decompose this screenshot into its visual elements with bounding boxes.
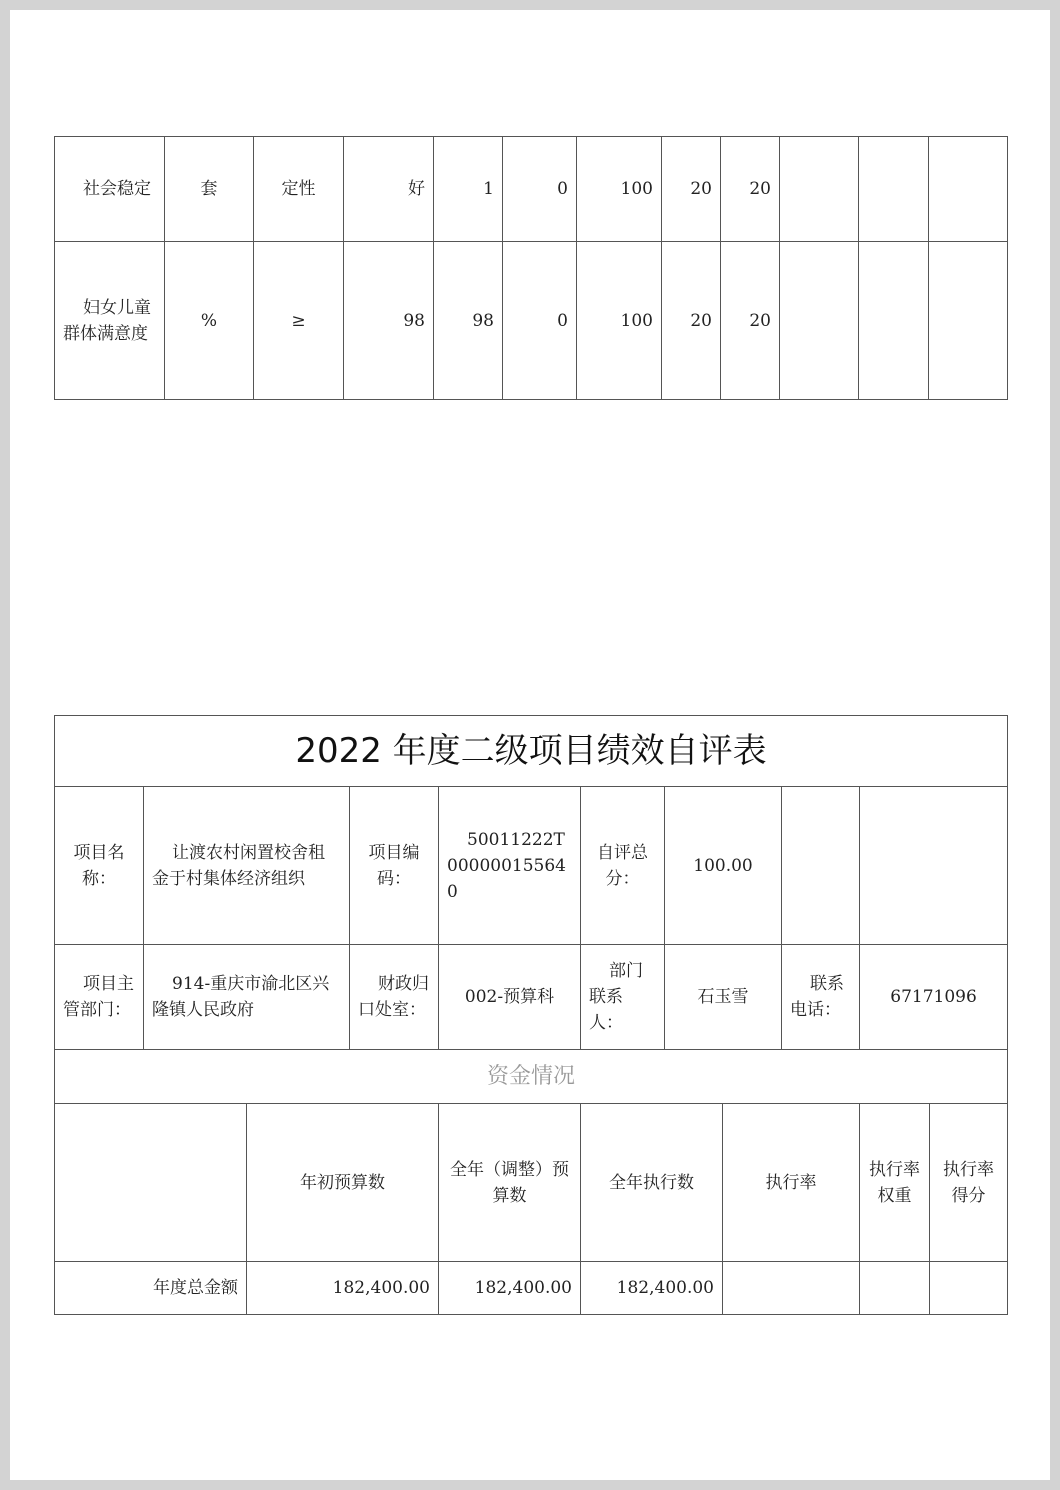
indicator-name: 妇女儿童群体满意度 xyxy=(55,242,165,400)
empty-cell xyxy=(859,242,929,400)
indicator-completion: 100 xyxy=(577,137,662,242)
page-title: 2022 年度二级项目绩效自评表 xyxy=(55,716,1008,787)
contact-label: 部门联系人： xyxy=(581,945,665,1050)
indicator-operator: ≥ xyxy=(254,242,344,400)
indicator-unit: % xyxy=(165,242,254,400)
funds-section-title: 资金情况 xyxy=(55,1050,1008,1104)
title-row xyxy=(55,716,1008,787)
evaluation-form xyxy=(54,715,1008,1315)
indicator-operator: 定性 xyxy=(254,137,344,242)
funds-header-executed: 全年执行数 xyxy=(581,1104,723,1262)
empty-cell xyxy=(860,787,1008,945)
dept-label: 项目主管部门： xyxy=(55,945,144,1050)
funds-header-rate: 执行率 xyxy=(723,1104,860,1262)
funds-rate-weight-value xyxy=(860,1262,930,1315)
indicator-table xyxy=(54,136,1008,400)
indicator-score: 20 xyxy=(721,137,780,242)
funds-header-initial: 年初预算数 xyxy=(247,1104,439,1262)
table-row xyxy=(55,242,1008,400)
indicator-completion: 100 xyxy=(577,242,662,400)
empty-cell xyxy=(780,242,859,400)
table-row xyxy=(55,945,1008,1050)
empty-cell xyxy=(859,137,929,242)
funds-row-label: 年度总金额 xyxy=(55,1262,247,1315)
document-page xyxy=(10,10,1050,1480)
empty-cell xyxy=(55,1104,247,1262)
self-score-label: 自评总分： xyxy=(581,787,665,945)
funds-header-row xyxy=(55,1104,1008,1262)
indicator-weight: 20 xyxy=(662,242,721,400)
empty-cell xyxy=(929,242,1008,400)
finance-office-label: 财政归口处室： xyxy=(350,945,439,1050)
phone-value: 67171096 xyxy=(860,945,1008,1050)
table-row xyxy=(55,1262,1008,1315)
contact-value: 石玉雪 xyxy=(665,945,782,1050)
funds-adjusted-value: 182,400.00 xyxy=(439,1262,581,1315)
funds-initial-value: 182,400.00 xyxy=(247,1262,439,1315)
indicator-name: 社会稳定 xyxy=(55,137,165,242)
project-name-value: 让渡农村闲置校舍租金于村集体经济组织 xyxy=(144,787,350,945)
project-code-label: 项目编码： xyxy=(350,787,439,945)
finance-office-value: 002-预算科 xyxy=(439,945,581,1050)
table-row xyxy=(55,787,1008,945)
indicator-actual: 1 xyxy=(434,137,503,242)
funds-header-rate-weight: 执行率权重 xyxy=(860,1104,930,1262)
section-row xyxy=(55,1050,1008,1104)
table-row xyxy=(55,137,1008,242)
indicator-deviation: 0 xyxy=(503,242,577,400)
empty-cell xyxy=(782,787,860,945)
funds-rate-score-value xyxy=(930,1262,1008,1315)
indicator-target: 98 xyxy=(344,242,434,400)
indicator-target: 好 xyxy=(344,137,434,242)
funds-header-rate-score: 执行率得分 xyxy=(930,1104,1008,1262)
phone-label: 联系电话： xyxy=(782,945,860,1050)
empty-cell xyxy=(780,137,859,242)
funds-rate-value xyxy=(723,1262,860,1315)
project-code-value: 50011222T000000155640 xyxy=(439,787,581,945)
empty-cell xyxy=(929,137,1008,242)
indicator-deviation: 0 xyxy=(503,137,577,242)
indicator-actual: 98 xyxy=(434,242,503,400)
project-name-label: 项目名称： xyxy=(55,787,144,945)
funds-header-adjusted: 全年（调整）预算数 xyxy=(439,1104,581,1262)
self-score-value: 100.00 xyxy=(665,787,782,945)
indicator-weight: 20 xyxy=(662,137,721,242)
indicator-score: 20 xyxy=(721,242,780,400)
indicator-unit: 套 xyxy=(165,137,254,242)
funds-executed-value: 182,400.00 xyxy=(581,1262,723,1315)
dept-value: 914-重庆市渝北区兴隆镇人民政府 xyxy=(144,945,350,1050)
